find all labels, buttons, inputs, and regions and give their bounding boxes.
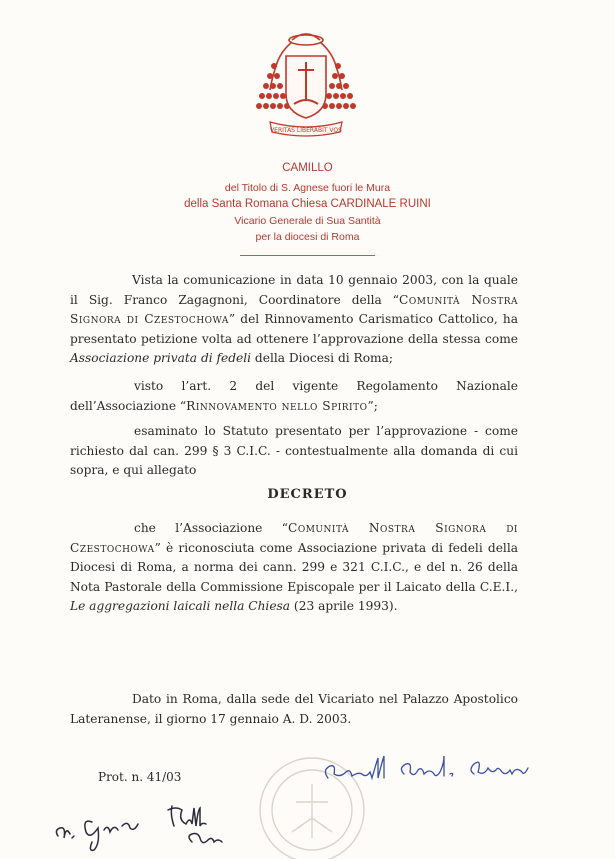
paragraph-dato: Dato in Roma, dalla sede del Vicariato nel Palazzo Apostolico Lateranense, il giorno 17 gennaio A. D. 2003. bbox=[70, 692, 518, 726]
header-diocese-line: per la diocesi di Roma bbox=[255, 231, 360, 243]
p4-text-b: ” è riconosciuta come Associazione privata di fedeli della Diocesi di Roma, a norma dei cann. 299 e 321 C.I.C., e del n. 26 della Nota Pastorale della Commissione Episcopale per il Laicato della C.E.I., bbox=[70, 540, 518, 594]
paragraph-visto bbox=[70, 377, 518, 416]
paragraph-vista bbox=[70, 271, 518, 369]
header-title-line: del Titolo di S. Agnese fuori le Mura bbox=[224, 182, 391, 194]
header-vicar-line: Vicario Generale di Sua Santità bbox=[234, 215, 381, 227]
header-church-line: della Santa Romana Chiesa CARDINALE RUINI bbox=[184, 198, 431, 210]
secretary-signature-icon bbox=[52, 796, 242, 852]
header-name: CAMILLO bbox=[282, 162, 333, 174]
header-divider bbox=[240, 255, 375, 256]
p2-text-a: visto l’art. 2 del vigente Regolamento Nazionale dell’Associazione “ bbox=[70, 379, 518, 413]
p1-text-a: Vista la comunicazione in data 10 gennaio 2003, con la quale il Sig. Franco Zagagnoni, Coordinatore della “ bbox=[70, 273, 518, 307]
cardinal-signature-icon bbox=[318, 744, 534, 792]
paragraph-esaminato: esaminato lo Statuto presentato per l’approvazione - come richiesto dal can. 299 § 3 C.I.C. - contestualmente alla domanda di cui sopra, e qui allegato bbox=[70, 424, 518, 477]
p4-text-a: che l’Associazione “ bbox=[134, 521, 289, 535]
motto-text: VERITAS LIBERABIT VOS bbox=[270, 127, 342, 134]
p4-text-c: (23 aprile 1993). bbox=[290, 599, 398, 613]
protocol-number: Prot. n. 41/03 bbox=[98, 770, 182, 784]
p1-association-name: Comunità Nostra Signora di Czestochowa bbox=[70, 292, 518, 326]
p1-italic: Associazione privata di fedeli bbox=[70, 351, 252, 365]
paragraph-decree bbox=[70, 519, 518, 617]
coat-of-arms-icon bbox=[252, 26, 360, 144]
p4-italic: Le aggregazioni laicali nella Chiesa bbox=[70, 599, 291, 613]
p2-association-name: Rinnovamento nello Spirito bbox=[186, 398, 368, 413]
p4-association-name: Comunità Nostra Signora di Czestochowa bbox=[70, 521, 518, 555]
decree-heading: DECRETO bbox=[267, 487, 348, 502]
p2-text-b: ”; bbox=[367, 398, 378, 413]
p1-text-b: ” del Rinnovamento Carismatico Cattolico, ha presentato petizione volta ad ottenere l’approvazione della stessa come bbox=[70, 312, 518, 346]
p1-text-c: della Diocesi di Roma; bbox=[251, 351, 393, 365]
